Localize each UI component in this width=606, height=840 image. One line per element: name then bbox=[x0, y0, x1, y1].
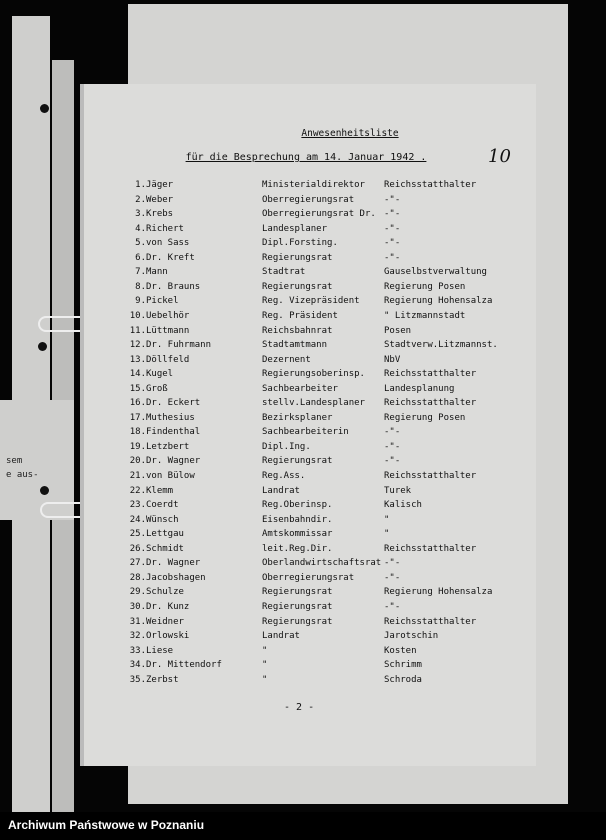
entry-number: 19. bbox=[129, 441, 146, 452]
entry-number: 35. bbox=[129, 674, 146, 685]
attendee-name: Dr. Fuhrmann bbox=[146, 340, 212, 351]
document-title: Anwesenheitsliste bbox=[301, 128, 399, 139]
attendee-organization: -"- bbox=[384, 194, 401, 205]
attendee-organization: Reichsstatthalter bbox=[384, 369, 477, 380]
list-item bbox=[84, 529, 536, 543]
attendee-name: Dr. Mittendorf bbox=[146, 660, 222, 671]
attendee-name: Schulze bbox=[146, 587, 184, 598]
attendee-organization: Regierung Posen bbox=[384, 281, 466, 292]
list-item bbox=[84, 500, 536, 514]
list-item bbox=[84, 544, 536, 558]
list-item bbox=[84, 355, 536, 369]
left-tab-text-2: e aus- bbox=[6, 470, 39, 480]
attendee-role: Landrat bbox=[262, 631, 300, 642]
attendee-name: von Bülow bbox=[146, 471, 195, 481]
list-item bbox=[84, 209, 536, 223]
attendee-organization: Regierung Hohensalza bbox=[384, 296, 493, 307]
list-item bbox=[84, 296, 536, 310]
attendee-role: Regierungsrat bbox=[262, 252, 333, 263]
document-page bbox=[84, 84, 536, 766]
attendee-name: Krebs bbox=[146, 209, 174, 220]
attendee-role: Oberlandwirtschaftsrat bbox=[262, 558, 382, 569]
attendee-role: leit.Reg.Dir. bbox=[262, 543, 333, 554]
attendee-name: Jäger bbox=[146, 180, 174, 190]
attendee-role: Regierungsrat bbox=[262, 616, 333, 627]
list-item bbox=[84, 587, 536, 601]
punch-hole bbox=[40, 486, 49, 495]
attendee-role: Landrat bbox=[262, 485, 300, 496]
attendee-name: Liese bbox=[146, 645, 174, 656]
list-item bbox=[84, 427, 536, 441]
entry-number: 9. bbox=[135, 296, 146, 307]
entry-number: 13. bbox=[129, 354, 146, 365]
attendee-organization: " bbox=[384, 529, 390, 540]
list-item bbox=[84, 195, 536, 209]
attendee-organization: Reichsstatthalter bbox=[384, 543, 477, 554]
entry-number: 6. bbox=[135, 252, 146, 263]
page-footer: - 2 - bbox=[284, 702, 315, 713]
attendee-role: " bbox=[262, 645, 268, 656]
attendee-role: Regierungsoberinsp. bbox=[262, 369, 365, 380]
attendee-role: Oberregierungsrat bbox=[262, 194, 355, 205]
entry-number: 31. bbox=[129, 616, 146, 627]
entry-number: 5. bbox=[135, 238, 146, 249]
attendee-name: Pickel bbox=[146, 296, 179, 307]
list-item bbox=[84, 471, 536, 485]
attendee-name: Jacobshagen bbox=[146, 572, 206, 583]
list-item bbox=[84, 486, 536, 500]
list-item bbox=[84, 224, 536, 238]
attendee-organization: -"- bbox=[384, 223, 401, 234]
attendee-name: Wünsch bbox=[146, 514, 179, 525]
attendee-name: Dr. Kreft bbox=[146, 252, 195, 263]
attendee-name: Uebelhör bbox=[146, 310, 190, 321]
attendee-organization: Kosten bbox=[384, 645, 417, 656]
attendee-organization: Reichsstatthalter bbox=[384, 616, 477, 627]
list-item bbox=[84, 282, 536, 296]
entry-number: 23. bbox=[129, 500, 146, 511]
attendee-role: Reg. Präsident bbox=[262, 310, 338, 321]
entry-number: 25. bbox=[129, 529, 146, 540]
attendee-organization: Regierung Hohensalza bbox=[384, 587, 493, 598]
attendee-role: " bbox=[262, 674, 268, 685]
attendee-name: Dr. Wagner bbox=[146, 456, 201, 467]
list-item bbox=[84, 573, 536, 587]
entry-number: 7. bbox=[135, 267, 146, 278]
attendee-name: Findenthal bbox=[146, 427, 201, 438]
attendee-role: Reg.Oberinsp. bbox=[262, 500, 333, 511]
attendee-name: Coerdt bbox=[146, 500, 179, 511]
attendee-organization: " Litzmannstadt bbox=[384, 310, 466, 321]
list-item bbox=[84, 326, 536, 340]
attendee-name: Klemm bbox=[146, 485, 174, 496]
attendee-organization: Gauselbstverwaltung bbox=[384, 267, 487, 278]
entry-number: 21. bbox=[129, 471, 146, 481]
attendee-name: Weber bbox=[146, 194, 174, 205]
entry-number: 4. bbox=[135, 223, 146, 234]
attendee-role: Regierungsrat bbox=[262, 601, 333, 612]
attendee-role: Regierungsrat bbox=[262, 587, 333, 598]
attendee-organization: Posen bbox=[384, 325, 412, 336]
list-item bbox=[84, 442, 536, 456]
list-item bbox=[84, 456, 536, 470]
attendee-organization: -"- bbox=[384, 558, 401, 569]
attendee-role: Stadtrat bbox=[262, 267, 306, 278]
attendee-role: Oberregierungsrat bbox=[262, 572, 355, 583]
attendee-organization: -"- bbox=[384, 441, 401, 452]
attendee-organization: Schrimm bbox=[384, 660, 422, 671]
attendee-role: Landesplaner bbox=[262, 223, 328, 234]
entry-number: 24. bbox=[129, 514, 146, 525]
entry-number: 29. bbox=[129, 587, 146, 598]
entry-number: 33. bbox=[129, 645, 146, 656]
attendee-organization: -"- bbox=[384, 238, 401, 249]
attendee-organization: -"- bbox=[384, 572, 401, 583]
attendee-name: Zerbst bbox=[146, 674, 179, 685]
attendee-organization: -"- bbox=[384, 456, 401, 467]
entry-number: 2. bbox=[135, 194, 146, 205]
attendee-role: Sachbearbeiter bbox=[262, 383, 338, 394]
list-item bbox=[84, 180, 536, 194]
list-item bbox=[84, 369, 536, 383]
attendee-name: Dr. Eckert bbox=[146, 398, 201, 409]
attendee-organization: Turek bbox=[384, 485, 412, 496]
entry-number: 10. bbox=[129, 310, 146, 321]
attendee-role: " bbox=[262, 660, 268, 671]
entry-number: 27. bbox=[129, 558, 146, 569]
attendee-role: Regierungsrat bbox=[262, 456, 333, 467]
attendee-role: Bezirksplaner bbox=[262, 412, 333, 423]
list-item bbox=[84, 631, 536, 645]
attendee-organization: Schroda bbox=[384, 674, 422, 685]
list-item bbox=[84, 602, 536, 616]
left-tab-text-1: sem bbox=[6, 456, 23, 466]
list-item bbox=[84, 384, 536, 398]
list-item bbox=[84, 267, 536, 281]
list-item bbox=[84, 311, 536, 325]
attendee-role: Dipl.Ing. bbox=[262, 441, 311, 452]
attendee-organization: Reichsstatthalter bbox=[384, 471, 477, 481]
attendee-organization: Kalisch bbox=[384, 500, 422, 511]
attendee-role: Oberregierungsrat Dr. bbox=[262, 209, 376, 220]
attendee-name: Muthesius bbox=[146, 412, 195, 423]
attendee-role: Sachbearbeiterin bbox=[262, 427, 349, 438]
attendee-name: Richert bbox=[146, 223, 184, 234]
entry-number: 11. bbox=[129, 325, 146, 336]
attendee-organization: Jarotschin bbox=[384, 631, 439, 642]
entry-number: 34. bbox=[129, 660, 146, 671]
attendee-organization: -"- bbox=[384, 427, 401, 438]
attendee-name: Döllfeld bbox=[146, 354, 190, 365]
attendee-organization: " bbox=[384, 514, 390, 525]
attendee-role: Regierungsrat bbox=[262, 281, 333, 292]
attendee-organization: Landesplanung bbox=[384, 383, 455, 394]
attendee-role: Amtskommissar bbox=[262, 529, 333, 540]
attendee-organization: -"- bbox=[384, 252, 401, 263]
entry-number: 18. bbox=[129, 427, 146, 438]
attendee-name: Letzbert bbox=[146, 441, 190, 452]
attendee-organization: -"- bbox=[384, 209, 401, 220]
attendee-name: Lettgau bbox=[146, 529, 184, 540]
attendee-organization: -"- bbox=[384, 601, 401, 612]
attendee-name: von Sass bbox=[146, 238, 190, 249]
punch-hole bbox=[38, 342, 47, 351]
entry-number: 20. bbox=[129, 456, 146, 467]
entry-number: 15. bbox=[129, 383, 146, 394]
entry-number: 16. bbox=[129, 398, 146, 409]
list-item bbox=[84, 340, 536, 354]
attendee-role: Dezernent bbox=[262, 354, 311, 365]
list-item bbox=[84, 515, 536, 529]
list-item bbox=[84, 413, 536, 427]
attendee-organization: NbV bbox=[384, 354, 401, 365]
attendee-name: Groß bbox=[146, 383, 168, 394]
list-item bbox=[84, 558, 536, 572]
punch-hole bbox=[40, 104, 49, 113]
attendee-name: Dr. Brauns bbox=[146, 281, 201, 292]
attendee-name: Schmidt bbox=[146, 543, 184, 554]
attendee-name: Lüttmann bbox=[146, 325, 190, 336]
entry-number: 30. bbox=[129, 601, 146, 612]
entry-number: 28. bbox=[129, 572, 146, 583]
entry-number: 12. bbox=[129, 340, 146, 351]
list-item bbox=[84, 646, 536, 660]
entry-number: 3. bbox=[135, 209, 146, 220]
attendee-role: Dipl.Forsting. bbox=[262, 238, 338, 249]
attendee-name: Mann bbox=[146, 267, 168, 278]
list-item bbox=[84, 398, 536, 412]
list-item bbox=[84, 617, 536, 631]
archive-caption: Archiwum Państwowe w Poznaniu bbox=[8, 818, 205, 832]
attendee-name: Orlowski bbox=[146, 631, 190, 642]
handwritten-page-number: 10 bbox=[488, 146, 511, 167]
attendee-name: Kugel bbox=[146, 369, 174, 380]
attendee-role: Eisenbahndir. bbox=[262, 514, 333, 525]
entry-number: 32. bbox=[129, 631, 146, 642]
list-item bbox=[84, 238, 536, 252]
attendee-name: Weidner bbox=[146, 616, 184, 627]
attendee-role: Reg.Ass. bbox=[262, 471, 306, 481]
attendee-role: Reg. Vizepräsident bbox=[262, 296, 360, 307]
entry-number: 17. bbox=[129, 412, 146, 423]
list-item bbox=[84, 675, 536, 689]
attendee-name: Dr. Kunz bbox=[146, 601, 190, 612]
attendee-role: Ministerialdirektor bbox=[262, 180, 365, 190]
list-item bbox=[84, 253, 536, 267]
entry-number: 1. bbox=[135, 180, 146, 190]
attendee-organization: Stadtverw.Litzmannst. bbox=[384, 340, 498, 351]
attendee-organization: Reichsstatthalter bbox=[384, 398, 477, 409]
list-item bbox=[84, 660, 536, 674]
attendee-role: Stadtamtmann bbox=[262, 340, 328, 351]
attendee-role: Reichsbahnrat bbox=[262, 325, 333, 336]
document-subtitle: für die Besprechung am 14. Januar 1942 . bbox=[185, 152, 427, 163]
attendee-organization: Regierung Posen bbox=[384, 412, 466, 423]
entry-number: 14. bbox=[129, 369, 146, 380]
entry-number: 8. bbox=[135, 281, 146, 292]
entry-number: 22. bbox=[129, 485, 146, 496]
attendee-name: Dr. Wagner bbox=[146, 558, 201, 569]
attendee-organization: Reichsstatthalter bbox=[384, 180, 477, 190]
attendee-role: stellv.Landesplaner bbox=[262, 398, 365, 409]
entry-number: 26. bbox=[129, 543, 146, 554]
